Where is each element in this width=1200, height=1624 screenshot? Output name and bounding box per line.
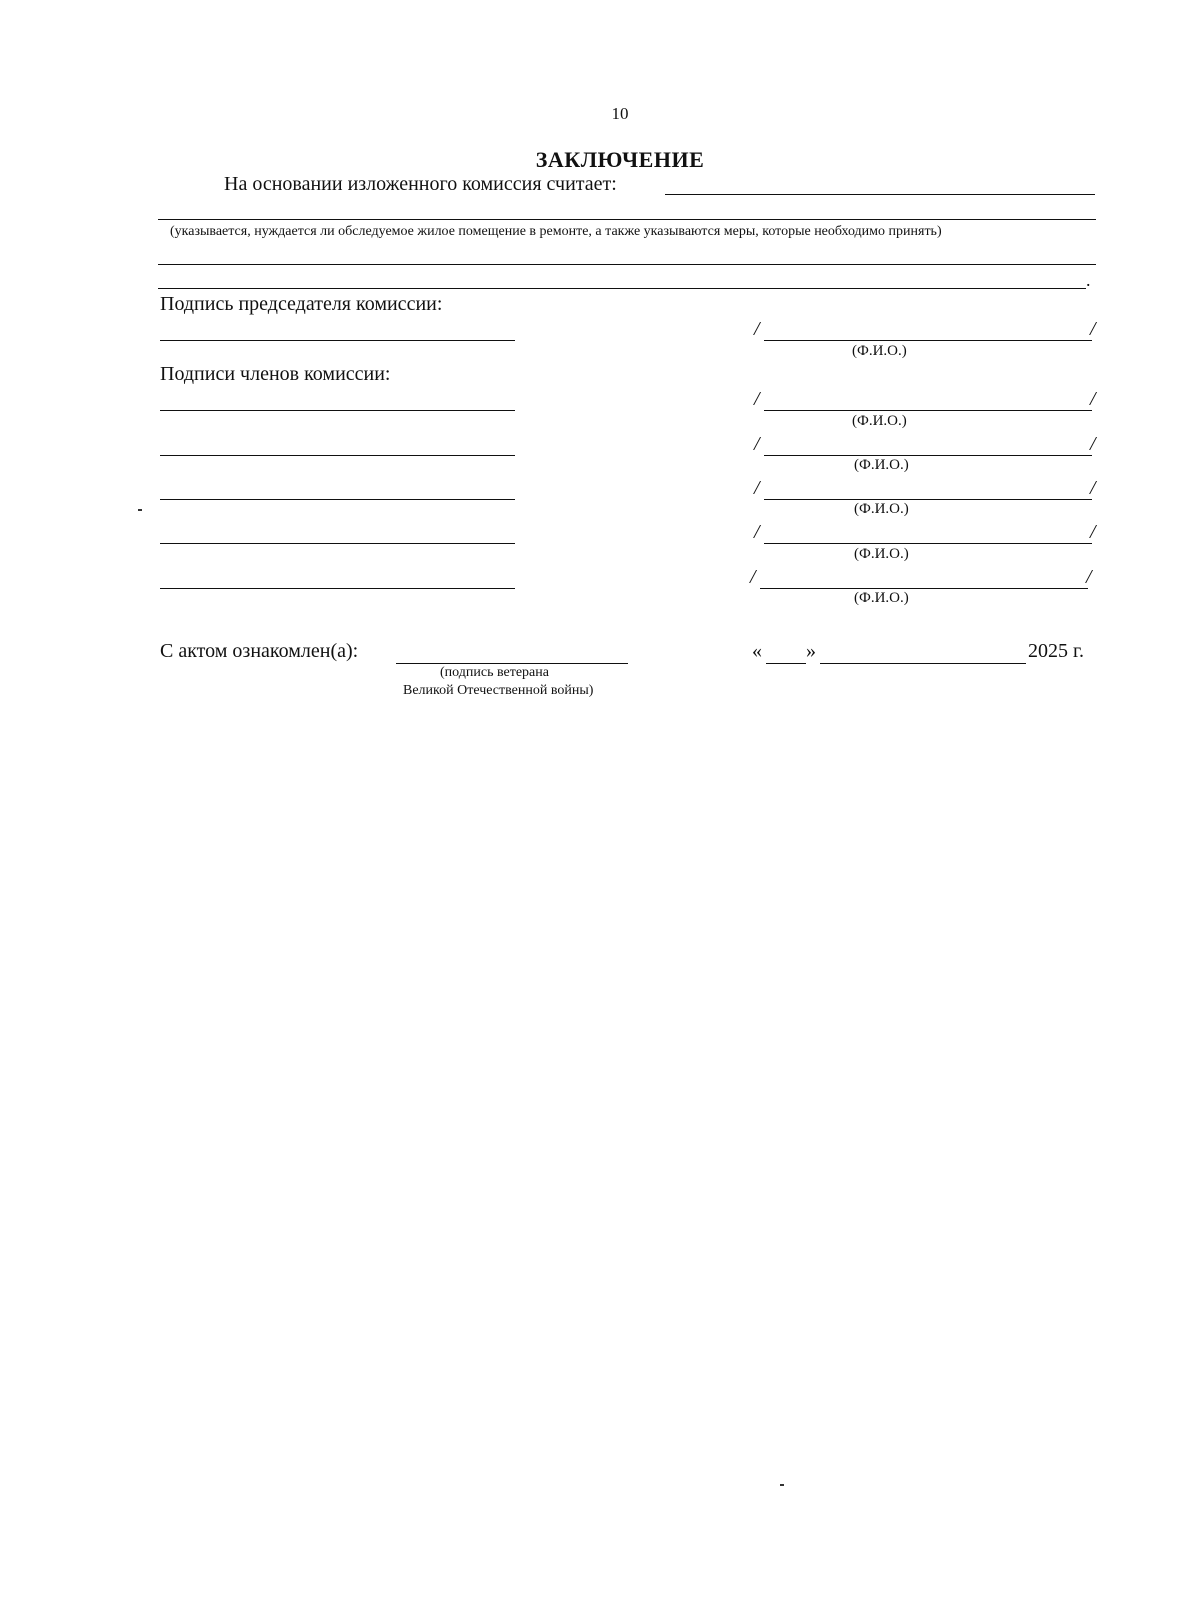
member-fio-caption-1: (Ф.И.О.) bbox=[852, 413, 907, 429]
date-year: 2025 г. bbox=[1028, 640, 1084, 662]
page-number: 10 bbox=[611, 104, 629, 123]
member-slash-left-5: / bbox=[750, 566, 756, 588]
member-signature-line-4[interactable] bbox=[160, 543, 515, 544]
member-name-line-2[interactable] bbox=[764, 455, 1092, 456]
member-slash-left-3: / bbox=[754, 477, 760, 499]
chairman-label: Подпись председателя комиссии: bbox=[160, 293, 443, 315]
date-quote-close: » bbox=[806, 640, 816, 662]
chairman-fio-caption: (Ф.И.О.) bbox=[852, 343, 907, 359]
member-fio-caption-2: (Ф.И.О.) bbox=[854, 457, 909, 473]
member-name-line-1[interactable] bbox=[764, 410, 1092, 411]
date-day-line[interactable] bbox=[766, 663, 806, 664]
conclusion-field-line-3[interactable] bbox=[158, 264, 1096, 265]
conclusion-hint: (указывается, нуждается ли обследуемое жилое помещение в ремонте, а также указываются меры, которые необходимо принять) bbox=[170, 224, 942, 239]
member-slash-left-2: / bbox=[754, 433, 760, 455]
scan-speck bbox=[138, 509, 142, 511]
conclusion-field-line-1[interactable] bbox=[665, 194, 1095, 195]
chairman-slash-left: / bbox=[754, 318, 760, 340]
conclusion-field-line-2[interactable] bbox=[158, 219, 1096, 220]
document-title: ЗАКЛЮЧЕНИЕ bbox=[535, 147, 705, 172]
members-label: Подписи членов комиссии: bbox=[160, 363, 391, 385]
member-slash-left-1: / bbox=[754, 388, 760, 410]
member-fio-caption-3: (Ф.И.О.) bbox=[854, 501, 909, 517]
veteran-caption-line-2: Великой Отечественной войны) bbox=[403, 683, 594, 698]
acknowledgement-label: С актом ознакомлен(а): bbox=[160, 640, 359, 662]
chairman-name-line[interactable] bbox=[764, 340, 1092, 341]
veteran-caption-line-1: (подпись ветерана bbox=[440, 665, 549, 680]
scan-speck bbox=[780, 1484, 784, 1486]
chairman-signature-line[interactable] bbox=[160, 340, 515, 341]
member-slash-right-1: / bbox=[1090, 388, 1096, 410]
member-name-line-3[interactable] bbox=[764, 499, 1092, 500]
member-slash-left-4: / bbox=[754, 521, 760, 543]
veteran-signature-line[interactable] bbox=[396, 663, 628, 664]
member-name-line-5[interactable] bbox=[760, 588, 1088, 589]
member-name-line-4[interactable] bbox=[764, 543, 1092, 544]
member-fio-caption-5: (Ф.И.О.) bbox=[854, 590, 909, 606]
date-month-line[interactable] bbox=[820, 663, 1026, 664]
date-quote-open: « bbox=[752, 640, 762, 662]
member-signature-line-1[interactable] bbox=[160, 410, 515, 411]
member-signature-line-3[interactable] bbox=[160, 499, 515, 500]
member-slash-right-3: / bbox=[1090, 477, 1096, 499]
member-signature-line-5[interactable] bbox=[160, 588, 515, 589]
member-fio-caption-4: (Ф.И.О.) bbox=[854, 546, 909, 562]
member-slash-right-5: / bbox=[1086, 566, 1092, 588]
member-signature-line-2[interactable] bbox=[160, 455, 515, 456]
member-slash-right-4: / bbox=[1090, 521, 1096, 543]
conclusion-end-mark: . bbox=[1086, 270, 1091, 290]
conclusion-field-line-4[interactable] bbox=[158, 288, 1086, 289]
chairman-slash-right: / bbox=[1090, 318, 1096, 340]
conclusion-intro: На основании изложенного комиссия считает: bbox=[224, 173, 617, 195]
member-slash-right-2: / bbox=[1090, 433, 1096, 455]
